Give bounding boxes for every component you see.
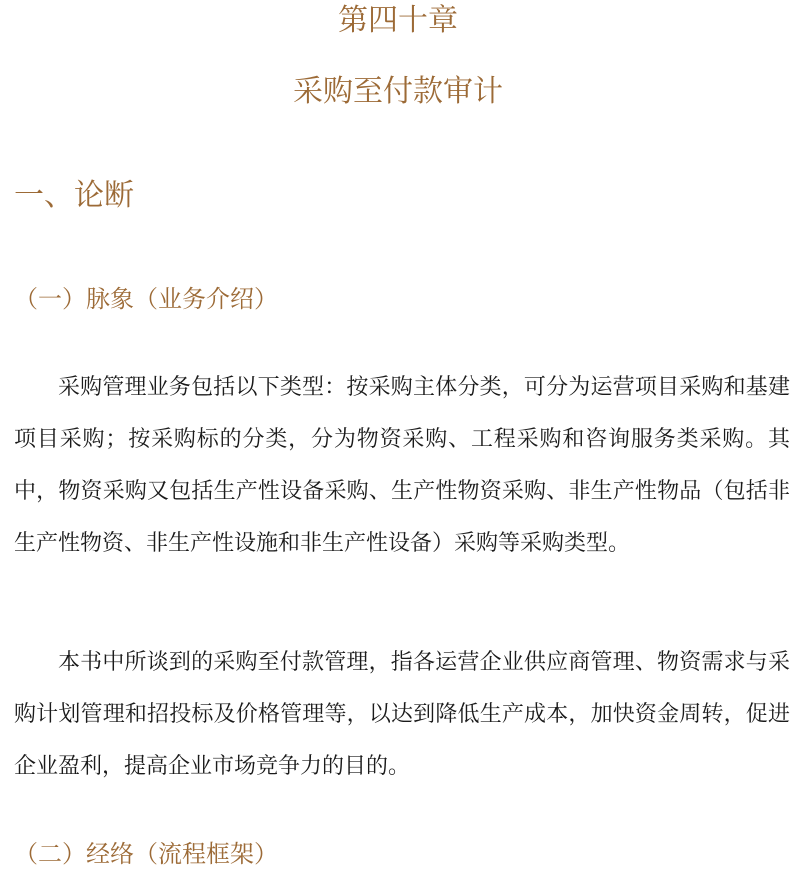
body-paragraph: 采购管理业务包括以下类型：按采购主体分类，可分为运营项目采购和基建项目采购；按采购标的分类，分为物资采购、工程采购和咨询服务类采购。其中，物资采购又包括生产性设备采购、生产性物资采购、非生产性物品（包括非生产性物资、非生产性设施和非生产性设备）采购等采购类型。 bbox=[14, 375, 790, 556]
subsection-heading-process: （二）经络（流程框架） bbox=[14, 840, 278, 868]
body-paragraph: 本书中所谈到的采购至付款管理，指各运营企业供应商管理、物资需求与采购计划管理和招投标及价格管理等，以达到降低生产成本，加快资金周转，促进企业盈利，提高企业市场竞争力的目的。 bbox=[14, 650, 790, 779]
chapter-number: 第四十章 bbox=[338, 3, 458, 38]
chapter-title: 采购至付款审计 bbox=[293, 74, 503, 109]
subsection-heading-intro: （一）脉象（业务介绍） bbox=[14, 285, 278, 313]
section-heading: 一、论断 bbox=[14, 178, 134, 213]
